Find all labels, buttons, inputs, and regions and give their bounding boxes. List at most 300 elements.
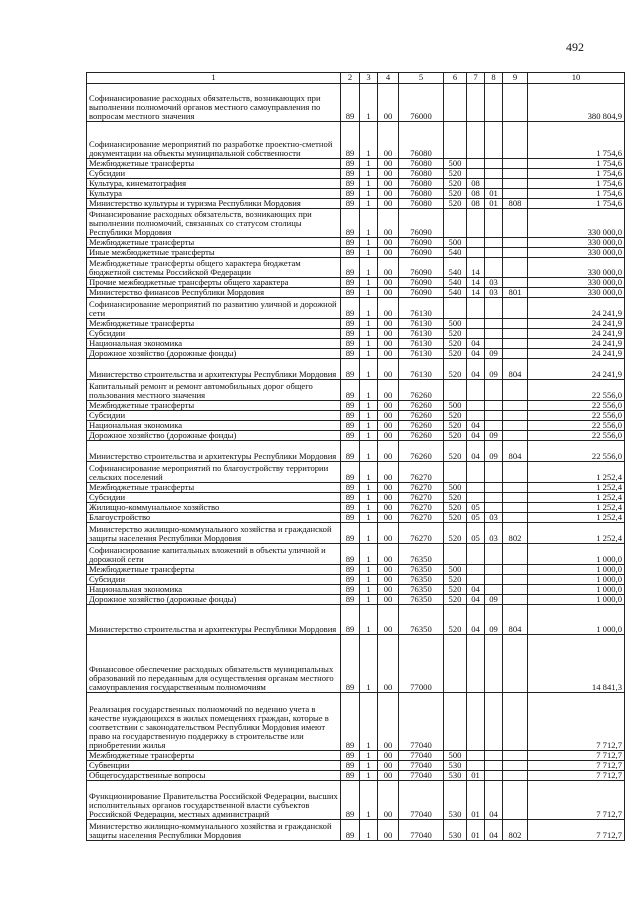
subprogram-cell: 00 [378,359,399,380]
item-name-cell: Софинансирование мероприятий по благоустройству территории сельских поселений [87,462,341,483]
table-row [87,513,625,523]
item-name-cell: Межбюджетные трансферты [87,159,341,169]
department-code-cell [503,771,528,781]
subsection-cell: 09 [485,595,503,605]
ministry-code-cell: 89 [341,401,360,411]
table-row [87,278,625,288]
table-row [87,359,625,380]
subprogram-cell: 00 [378,513,399,523]
ministry-code-cell: 89 [341,523,360,544]
target-article-cell: 76270 [399,493,444,503]
subprogram-cell: 00 [378,179,399,189]
program-cell: 1 [360,411,378,421]
section-cell: 08 [467,189,485,199]
department-code-cell [503,761,528,771]
item-name-cell: Жилищно-коммунальное хозяйство [87,503,341,513]
table-row [87,441,625,462]
section-cell [467,493,485,503]
department-code-cell [503,278,528,288]
item-name-cell: Межбюджетные трансферты [87,751,341,761]
item-name-cell: Межбюджетные трансферты [87,401,341,411]
section-cell [467,329,485,339]
program-cell: 1 [360,441,378,462]
section-cell: 14 [467,288,485,298]
target-article-cell: 76080 [399,159,444,169]
section-cell: 04 [467,421,485,431]
department-code-cell [503,189,528,199]
amount-cell: 7 712,7 [528,751,625,761]
subprogram-cell: 00 [378,258,399,278]
section-cell: 01 [467,820,485,841]
subprogram-cell: 00 [378,585,399,595]
program-cell: 1 [360,781,378,820]
ministry-code-cell: 89 [341,421,360,431]
subsection-cell [485,751,503,761]
program-cell: 1 [360,771,378,781]
budget-table [86,72,625,841]
department-code-cell [503,431,528,441]
subprogram-cell: 00 [378,84,399,122]
expense-type-cell: 520 [444,199,467,209]
amount-cell: 330 000,0 [528,248,625,258]
section-cell: 04 [467,431,485,441]
subprogram-cell: 00 [378,421,399,431]
section-cell: 05 [467,513,485,523]
department-code-cell: 808 [503,199,528,209]
amount-cell: 7 712,7 [528,761,625,771]
item-name-cell: Софинансирование капитальных вложений в объекты уличной и дорожной сети [87,544,341,565]
subprogram-cell: 00 [378,693,399,751]
table-row [87,503,625,513]
expense-type-cell: 500 [444,238,467,248]
expense-type-cell: 520 [444,441,467,462]
expense-type-cell: 520 [444,349,467,359]
subprogram-cell: 00 [378,761,399,771]
section-cell: 04 [467,349,485,359]
program-cell: 1 [360,483,378,493]
ministry-code-cell: 89 [341,189,360,199]
ministry-code-cell: 89 [341,380,360,401]
column-header-9: 9 [503,73,528,84]
ministry-code-cell: 89 [341,199,360,209]
subprogram-cell: 00 [378,411,399,421]
program-cell: 1 [360,751,378,761]
subprogram-cell: 00 [378,544,399,565]
item-name-cell: Министерство финансов Республики Мордовия [87,288,341,298]
item-name-cell: Министерство строительства и архитектуры Республики Мордовия [87,359,341,380]
department-code-cell [503,298,528,319]
target-article-cell: 76080 [399,122,444,159]
program-cell: 1 [360,380,378,401]
table-row [87,595,625,605]
program-cell: 1 [360,565,378,575]
target-article-cell: 76350 [399,544,444,565]
program-cell: 1 [360,298,378,319]
program-cell: 1 [360,431,378,441]
section-cell [467,401,485,411]
section-cell: 04 [467,339,485,349]
subprogram-cell: 00 [378,349,399,359]
department-code-cell [503,319,528,329]
ministry-code-cell: 89 [341,781,360,820]
item-name-cell: Общегосударственные вопросы [87,771,341,781]
subprogram-cell: 00 [378,493,399,503]
section-cell: 08 [467,179,485,189]
program-cell: 1 [360,462,378,483]
ministry-code-cell: 89 [341,635,360,693]
subsection-cell: 03 [485,513,503,523]
target-article-cell: 76270 [399,523,444,544]
expense-type-cell [444,635,467,693]
program-cell: 1 [360,585,378,595]
target-article-cell: 76090 [399,238,444,248]
subsection-cell: 09 [485,349,503,359]
section-cell: 04 [467,605,485,635]
target-article-cell: 76130 [399,339,444,349]
section-cell [467,575,485,585]
department-code-cell [503,421,528,431]
ministry-code-cell: 89 [341,288,360,298]
department-code-cell [503,575,528,585]
subsection-cell [485,544,503,565]
expense-type-cell: 520 [444,605,467,635]
ministry-code-cell: 89 [341,565,360,575]
section-cell [467,298,485,319]
ministry-code-cell: 89 [341,771,360,781]
ministry-code-cell: 89 [341,258,360,278]
subprogram-cell: 00 [378,771,399,781]
table-row [87,238,625,248]
subprogram-cell: 00 [378,199,399,209]
table-row [87,349,625,359]
section-cell [467,693,485,751]
amount-cell: 1 754,6 [528,169,625,179]
column-header-1: 1 [87,73,341,84]
section-cell: 08 [467,199,485,209]
item-name-cell: Культура, кинематография [87,179,341,189]
department-code-cell [503,544,528,565]
amount-cell: 7 712,7 [528,693,625,751]
department-code-cell [503,209,528,238]
subprogram-cell: 00 [378,339,399,349]
subsection-cell: 09 [485,431,503,441]
amount-cell: 24 241,9 [528,319,625,329]
subsection-cell [485,319,503,329]
subsection-cell: 01 [485,199,503,209]
expense-type-cell: 520 [444,585,467,595]
department-code-cell [503,585,528,595]
item-name-cell: Субсидии [87,493,341,503]
target-article-cell: 76090 [399,288,444,298]
expense-type-cell [444,84,467,122]
subsection-cell: 01 [485,189,503,199]
department-code-cell [503,595,528,605]
program-cell: 1 [360,401,378,411]
department-code-cell: 804 [503,605,528,635]
amount-cell: 330 000,0 [528,258,625,278]
program-cell: 1 [360,349,378,359]
target-article-cell: 76130 [399,329,444,339]
subprogram-cell: 00 [378,298,399,319]
amount-cell: 1 754,6 [528,179,625,189]
program-cell: 1 [360,635,378,693]
department-code-cell: 802 [503,820,528,841]
table-row [87,693,625,751]
ministry-code-cell: 89 [341,493,360,503]
ministry-code-cell: 89 [341,349,360,359]
expense-type-cell: 520 [444,329,467,339]
subprogram-cell: 00 [378,401,399,411]
target-article-cell: 76270 [399,513,444,523]
table-row [87,199,625,209]
amount-cell: 22 556,0 [528,380,625,401]
ministry-code-cell: 89 [341,359,360,380]
item-name-cell: Межбюджетные трансферты [87,319,341,329]
program-cell: 1 [360,238,378,248]
program-cell: 1 [360,693,378,751]
ministry-code-cell: 89 [341,238,360,248]
amount-cell: 1 252,4 [528,483,625,493]
target-article-cell: 77040 [399,771,444,781]
subprogram-cell: 00 [378,248,399,258]
subsection-cell: 03 [485,523,503,544]
department-code-cell [503,248,528,258]
subsection-cell [485,771,503,781]
table-row [87,431,625,441]
item-name-cell: Министерство жилищно-коммунального хозяйства и гражданской защиты населения Республики Мордовия [87,523,341,544]
target-article-cell: 77040 [399,751,444,761]
expense-type-cell: 500 [444,483,467,493]
ministry-code-cell: 89 [341,761,360,771]
department-code-cell [503,179,528,189]
target-article-cell: 76080 [399,199,444,209]
expense-type-cell: 520 [444,595,467,605]
item-name-cell: Функционирование Правительства Российской Федерации, высших исполнительных органов государственной власти субъектов Российской Федерации, местных администраций [87,781,341,820]
section-cell [467,761,485,771]
subsection-cell [485,421,503,431]
expense-type-cell: 540 [444,248,467,258]
program-cell: 1 [360,329,378,339]
amount-cell: 1 252,4 [528,523,625,544]
expense-type-cell: 520 [444,421,467,431]
table-row [87,523,625,544]
ministry-code-cell: 89 [341,544,360,565]
expense-type-cell: 520 [444,411,467,421]
subprogram-cell: 00 [378,595,399,605]
item-name-cell: Межбюджетные трансферты [87,565,341,575]
program-cell: 1 [360,605,378,635]
expense-type-cell: 520 [444,339,467,349]
department-code-cell [503,635,528,693]
department-code-cell [503,169,528,179]
ministry-code-cell: 89 [341,298,360,319]
department-code-cell: 802 [503,523,528,544]
program-cell: 1 [360,503,378,513]
subsection-cell [485,159,503,169]
expense-type-cell: 520 [444,179,467,189]
column-header-6: 6 [444,73,467,84]
expense-type-cell: 540 [444,288,467,298]
amount-cell: 330 000,0 [528,278,625,288]
ministry-code-cell: 89 [341,248,360,258]
program-cell: 1 [360,84,378,122]
amount-cell: 7 712,7 [528,820,625,841]
program-cell: 1 [360,159,378,169]
amount-cell: 7 712,7 [528,771,625,781]
subsection-cell [485,329,503,339]
subsection-cell [485,238,503,248]
target-article-cell: 76260 [399,411,444,421]
table-row [87,248,625,258]
subsection-cell [485,761,503,771]
expense-type-cell: 530 [444,771,467,781]
item-name-cell: Субсидии [87,411,341,421]
target-article-cell: 77040 [399,693,444,751]
ministry-code-cell: 89 [341,319,360,329]
amount-cell: 14 841,3 [528,635,625,693]
table-row [87,493,625,503]
item-name-cell: Министерство строительства и архитектуры Республики Мордовия [87,441,341,462]
target-article-cell: 76260 [399,380,444,401]
table-row [87,483,625,493]
expense-type-cell: 520 [444,359,467,380]
item-name-cell: Финансовое обеспечение расходных обязательств муниципальных образований по переданным для осуществления органам местного самоуправления государственным полномочиям [87,635,341,693]
program-cell: 1 [360,339,378,349]
target-article-cell: 76260 [399,401,444,411]
target-article-cell: 76350 [399,585,444,595]
item-name-cell: Дорожное хозяйство (дорожные фонды) [87,595,341,605]
section-cell: 04 [467,359,485,380]
amount-cell: 24 241,9 [528,349,625,359]
subsection-cell: 03 [485,278,503,288]
subprogram-cell: 00 [378,319,399,329]
ministry-code-cell: 89 [341,441,360,462]
ministry-code-cell: 89 [341,483,360,493]
section-cell: 01 [467,771,485,781]
subprogram-cell: 00 [378,278,399,288]
amount-cell: 1 754,6 [528,122,625,159]
department-code-cell [503,84,528,122]
amount-cell: 1 252,4 [528,503,625,513]
subprogram-cell: 00 [378,122,399,159]
item-name-cell: Министерство строительства и архитектуры Республики Мордовия [87,605,341,635]
ministry-code-cell: 89 [341,329,360,339]
amount-cell: 22 556,0 [528,411,625,421]
ministry-code-cell: 89 [341,503,360,513]
column-header-10: 10 [528,73,625,84]
amount-cell: 1 000,0 [528,585,625,595]
subsection-cell [485,483,503,493]
subsection-cell: 04 [485,820,503,841]
target-article-cell: 76350 [399,565,444,575]
target-article-cell: 76270 [399,462,444,483]
department-code-cell [503,513,528,523]
item-name-cell: Дорожное хозяйство (дорожные фонды) [87,431,341,441]
program-cell: 1 [360,248,378,258]
item-name-cell: Иные межбюджетные трансферты [87,248,341,258]
subsection-cell [485,122,503,159]
subsection-cell [485,84,503,122]
target-article-cell: 76350 [399,595,444,605]
section-cell: 01 [467,781,485,820]
section-cell [467,565,485,575]
ministry-code-cell: 89 [341,411,360,421]
amount-cell: 330 000,0 [528,238,625,248]
subsection-cell [485,585,503,595]
amount-cell: 7 712,7 [528,781,625,820]
department-code-cell [503,159,528,169]
table-row [87,544,625,565]
item-name-cell: Софинансирование расходных обязательств, возникающих при выполнении полномочий органов местного самоуправления по вопросам местного значения [87,84,341,122]
table-row [87,421,625,431]
ministry-code-cell: 89 [341,431,360,441]
section-cell [467,462,485,483]
department-code-cell: 804 [503,359,528,380]
subsection-cell [485,380,503,401]
subprogram-cell: 00 [378,462,399,483]
section-cell [467,380,485,401]
expense-type-cell: 540 [444,258,467,278]
table-row [87,84,625,122]
item-name-cell: Субсидии [87,329,341,339]
amount-cell: 24 241,9 [528,359,625,380]
amount-cell: 24 241,9 [528,329,625,339]
header-row [87,73,625,84]
amount-cell: 1 754,6 [528,199,625,209]
amount-cell: 24 241,9 [528,298,625,319]
amount-cell: 330 000,0 [528,209,625,238]
expense-type-cell [444,122,467,159]
subprogram-cell: 00 [378,820,399,841]
expense-type-cell: 500 [444,159,467,169]
item-name-cell: Субвенции [87,761,341,771]
item-name-cell: Финансирование расходных обязательств, возникающих при выполнении полномочий, связанных со статусом столицы Республики Мордовия [87,209,341,238]
table-row [87,258,625,278]
program-cell: 1 [360,820,378,841]
ministry-code-cell: 89 [341,339,360,349]
amount-cell: 1 754,6 [528,159,625,169]
ministry-code-cell: 89 [341,575,360,585]
table-row [87,635,625,693]
program-cell: 1 [360,595,378,605]
table-row [87,462,625,483]
table-row [87,339,625,349]
amount-cell: 1 000,0 [528,605,625,635]
subprogram-cell: 00 [378,565,399,575]
amount-cell: 22 556,0 [528,441,625,462]
table-row [87,605,625,635]
item-name-cell: Благоустройство [87,513,341,523]
subsection-cell: 09 [485,359,503,380]
amount-cell: 1 000,0 [528,544,625,565]
table-row [87,411,625,421]
expense-type-cell [444,209,467,238]
item-name-cell: Софинансирование мероприятий по разработке проектно-сметной документации на объекты муниципальной собственности [87,122,341,159]
amount-cell: 1 000,0 [528,595,625,605]
target-article-cell: 76130 [399,349,444,359]
subprogram-cell: 00 [378,781,399,820]
column-header-5: 5 [399,73,444,84]
subprogram-cell: 00 [378,189,399,199]
subsection-cell [485,209,503,238]
subprogram-cell: 00 [378,483,399,493]
department-code-cell [503,238,528,248]
ministry-code-cell: 89 [341,209,360,238]
section-cell [467,238,485,248]
item-name-cell: Национальная экономика [87,421,341,431]
amount-cell: 1 000,0 [528,565,625,575]
subprogram-cell: 00 [378,635,399,693]
